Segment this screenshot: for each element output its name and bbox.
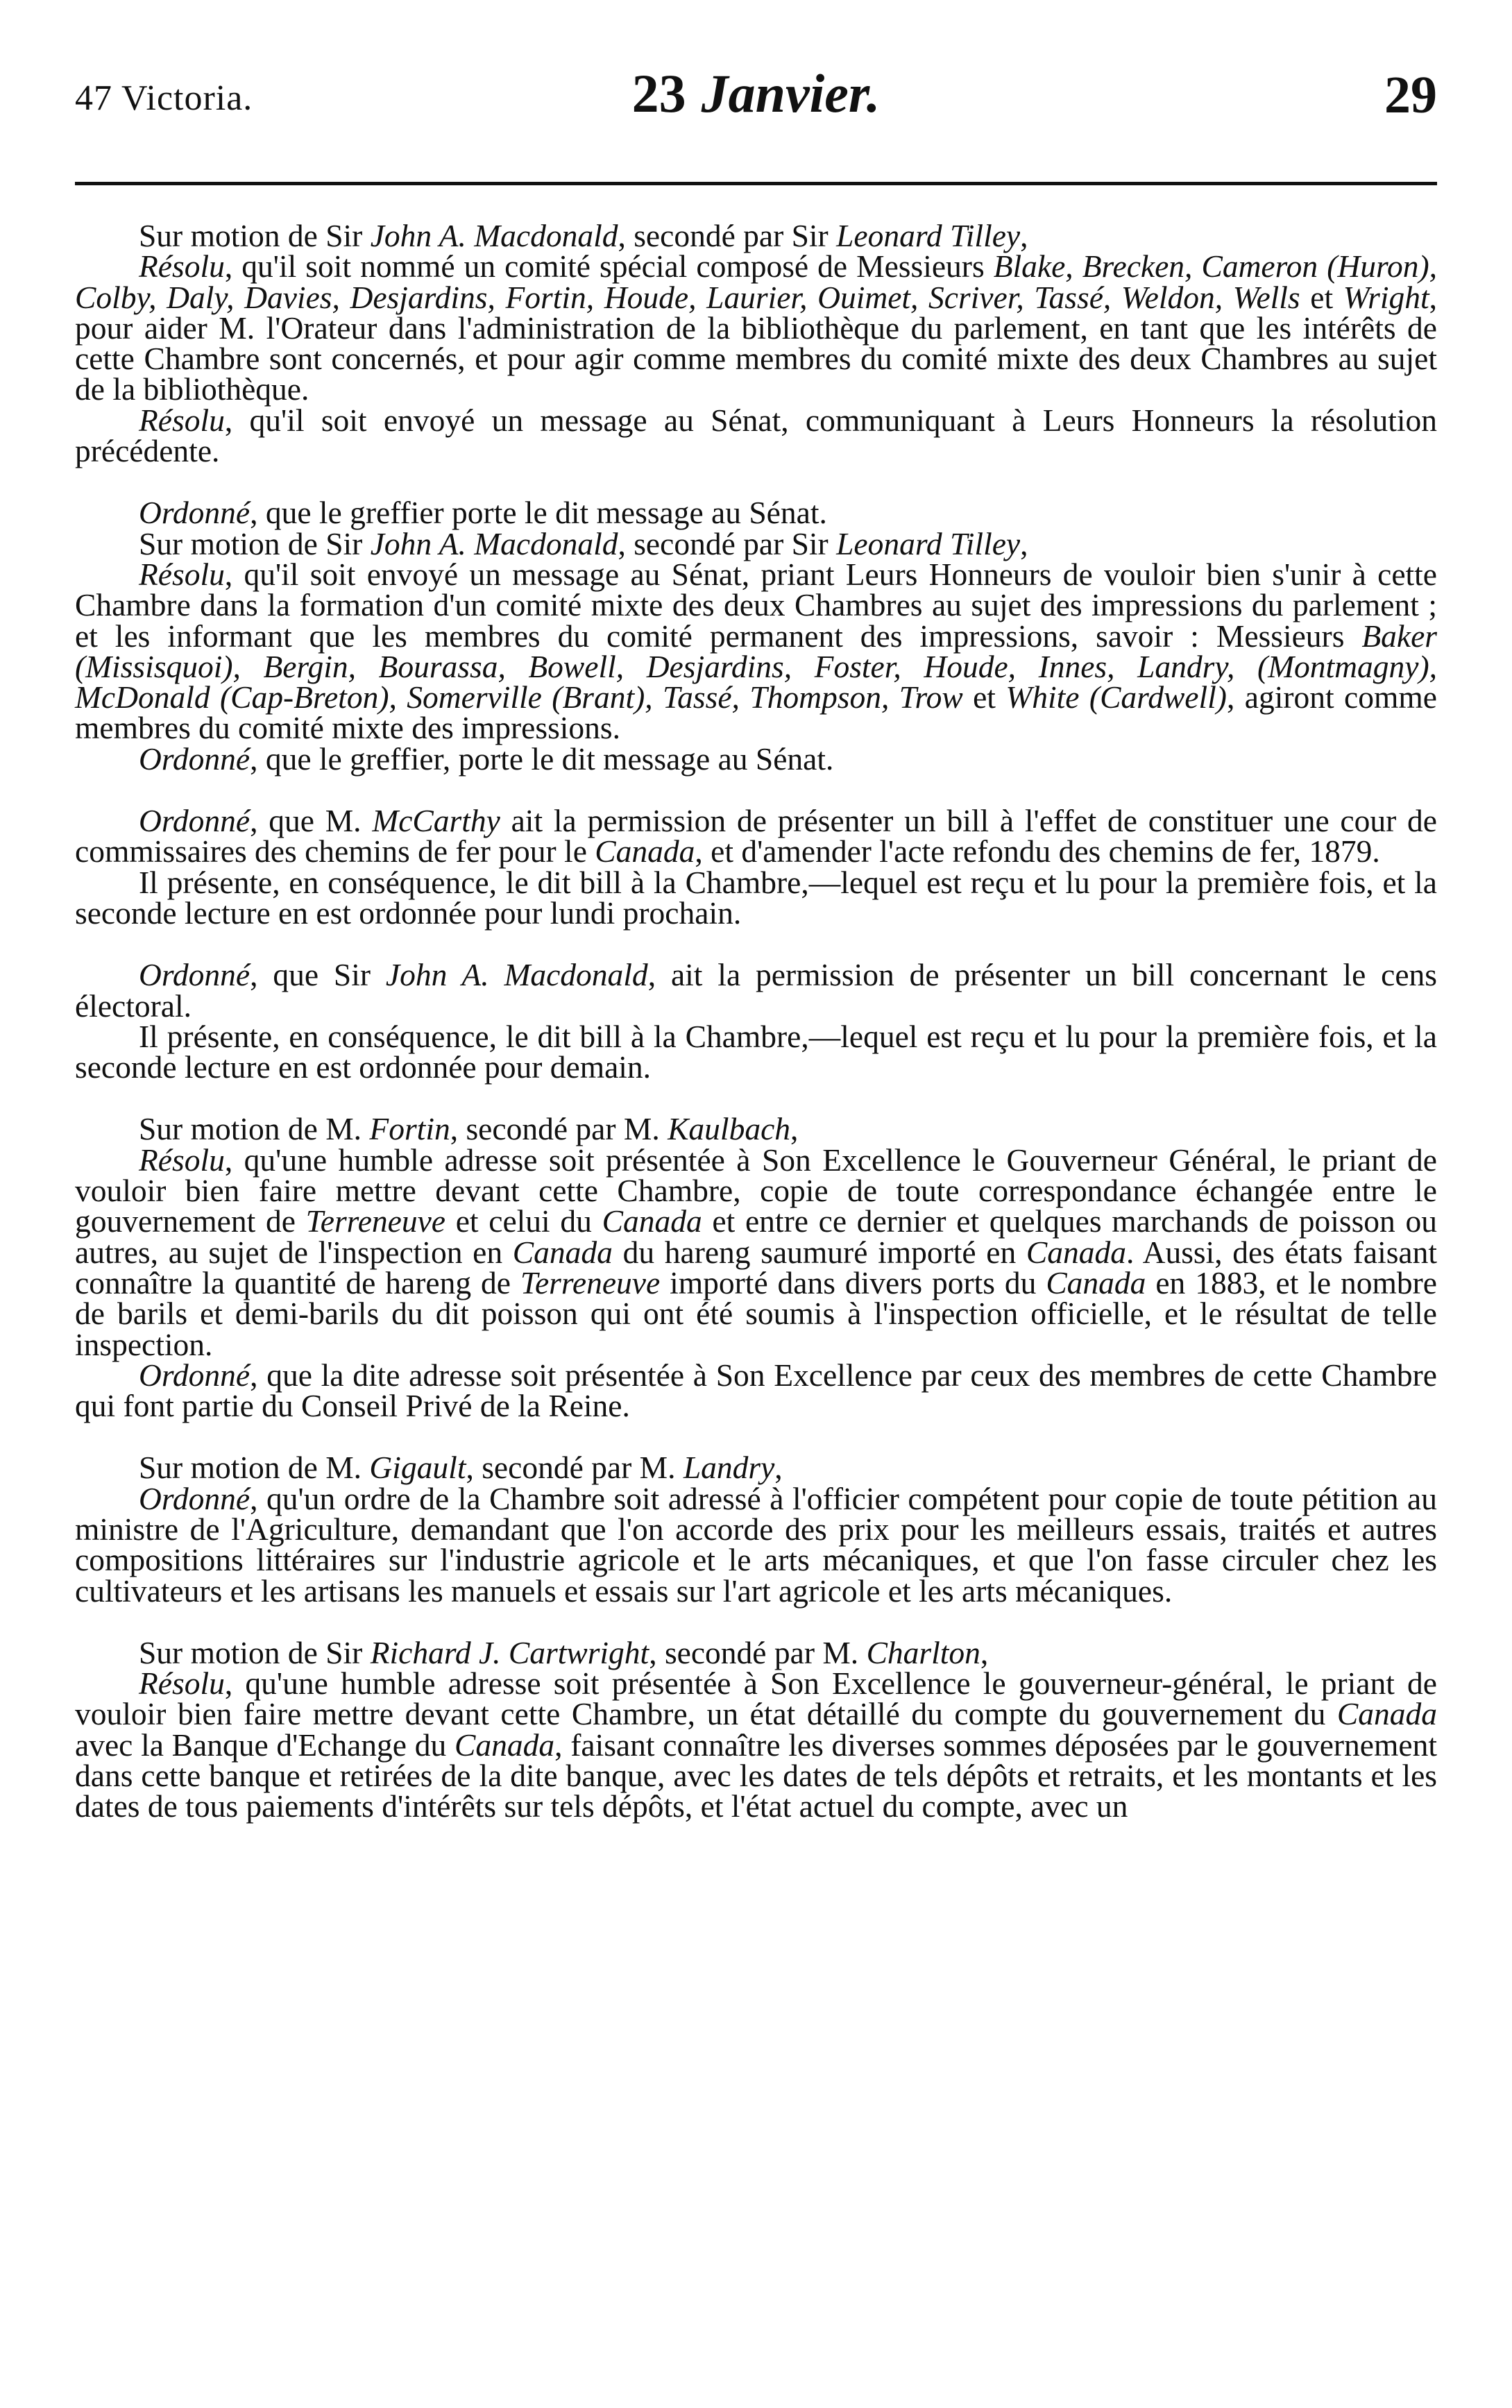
text-run: importé dans divers ports du [660,1264,1046,1300]
session-label: 47 Victoria. [75,78,253,118]
text-run: , secondé par Sir [618,218,837,253]
text-run: , que Sir [250,957,386,993]
text-run: , que le greffier porte le dit message au Sénat. [250,495,827,531]
italic-text: Canada [595,833,695,870]
italic-text: Baker (Missisquoi), Bergin, Bourassa, Bowell, Desjardins, Foster, Houde, Innes, Landry, (Montmagny), McDonald (Cap-Breton), Somerville (Brant), Tassé, Thompson, Trow [75,618,1437,715]
text-run: , qu'il soit envoyé un message au Sénat, communiquant à Leurs Honneurs la résolution précédente. [75,402,1437,469]
italic-text: Ordonné [139,740,250,777]
text-run: avec la Banque d'Echange du [75,1727,455,1763]
italic-text: Charlton [866,1634,980,1670]
italic-text: Blake, Brecken, Cameron (Huron), Colby, Daly, Davies, Desjardins, Fortin, Houde, Laurier, Ouimet, Scriver, Tassé, Weldon, Wells [75,248,1437,315]
paragraph [75,525,1437,561]
italic-text: McCarthy [372,803,500,839]
text-run: , qu'un ordre de la Chambre soit adressé à l'officier compétent pour copie de toute pétition au ministre de l'Agriculture, demandant que l'on accorde des prix pour les meilleurs essais, traités et autres compositions littéraires sur l'industrie agricole et le arts mécaniques, et que l'on fasse circuler chez les cultivateurs et les artisans les manuels et essais sur l'art agricole et les arts mécaniques. [75,1480,1437,1609]
italic-text: Ordonné [139,957,250,993]
text-run: Il présente, en conséquence, le dit bill à la Chambre,—lequel est reçu et lu pour la première fois, et la seconde lecture en est ordonnée pour demain. [75,1018,1437,1085]
paragraph [75,402,1437,469]
text-run: Il présente, en conséquence, le dit bill à la Chambre,—lequel est reçu et lu pour la première fois, et la seconde lecture en est ordonnée pour lundi prochain. [75,864,1437,931]
text-run: , et d'amender l'acte refondu des chemins de fer, 1879. [695,833,1380,870]
text-run: , [790,1111,799,1147]
text-run: , qu'une humble adresse soit présentée à Son Excellence le Gouverneur Général, le priant de vouloir bien faire mettre devant cette Chambre, copie de toute correspondance échangée entre le gouvernement de [75,1142,1437,1239]
journal-text [75,218,1438,1824]
italic-text: Résolu [139,1142,225,1178]
text-run: Sur motion de M. [139,1111,370,1147]
paragraph [75,1111,1437,1147]
italic-text: Résolu [139,248,225,285]
page-date [75,62,1437,125]
paragraph [75,495,1437,531]
italic-text: Canada [1046,1264,1146,1300]
text-run: , secondé par M. [450,1111,668,1147]
italic-text: Résolu [139,556,225,592]
text-run: , qu'il soit nommé un comité spécial composé de Messieurs [224,248,994,285]
text-run: Sur motion de M. [139,1450,370,1486]
text-run: et entre ce dernier et quelques marchands de poisson ou autres, au sujet de l'inspection en [75,1203,1438,1270]
italic-text: Leonard Tilley [836,218,1021,253]
italic-text: Canada [1026,1234,1127,1270]
italic-text: Canada [1336,1696,1437,1732]
text-run: , [1020,525,1028,561]
italic-text: Ordonné [139,1357,250,1393]
text-run: , que M. [250,803,373,839]
paragraph [75,1357,1437,1424]
italic-text: Gigault [369,1450,466,1486]
italic-text: Canada [602,1203,702,1239]
text-run: , faisant connaître les diverses sommes déposées par le gouvernement dans cette banque et retirées de la dite banque, avec les dates de tels dépôts et retraits, et les montants et les dates de tous paiements d'intérêts sur tels dépôts, et l'état actuel du compte, avec un [75,1727,1437,1824]
date-day: 23 [631,63,686,124]
text-run: , que la dite adresse soit présentée à Son Excellence par ceux des membres de cette Chambre qui font partie du Conseil Privé de la Reine. [75,1357,1437,1424]
text-run: . Aussi, des états faisant connaître la quantité de hareng de [75,1234,1437,1300]
text-run: et [1300,279,1343,315]
text-run: du hareng saumuré importé en [612,1234,1026,1270]
text-run: Sur motion de Sir [139,525,371,561]
italic-text: Ordonné [139,495,250,531]
italic-text: Ordonné [139,803,250,839]
paragraph [75,740,1437,777]
text-run: Sur motion de Sir [139,218,371,253]
paragraph [75,1480,1437,1609]
text-run: , que le greffier, porte le dit message au Sénat. [250,740,834,777]
date-month: Janvier. [701,63,881,124]
italic-text: John A. Macdonald [370,218,618,253]
italic-text: John A. Macdonald [385,957,648,993]
paragraph [75,864,1437,931]
italic-text: Leonard Tilley [836,525,1021,561]
italic-text: Wright [1343,279,1429,315]
italic-text: Fortin [369,1111,450,1147]
text-run: ait la permission de présenter un bill à l'effet de constituer une cour de commissaires des chemins de fer pour le [75,803,1437,870]
text-run: , [980,1634,989,1670]
text-run: , secondé par Sir [618,525,837,561]
italic-text: Résolu [139,402,225,438]
italic-text: Richard J. Cartwright [370,1634,649,1670]
paragraph [75,1018,1437,1085]
text-run: , secondé par M. [466,1450,683,1486]
paragraph [75,957,1437,1024]
header-rule [75,182,1437,185]
italic-text: Ordonné [139,1480,250,1516]
text-run: Sur motion de Sir [139,1634,371,1670]
text-run: , pour aider M. l'Orateur dans l'administration de la bibliothèque du parlement, en tant que les intérêts de cette Chambre sont concernés, et pour agir comme membres du comité mixte des deux Chambres au sujet de la bibliothèque. [75,279,1437,407]
italic-text: John A. Macdonald [370,525,618,561]
paragraph [75,556,1437,746]
text-run: , qu'il soit envoyé un message au Sénat, priant Leurs Honneurs de vouloir bien s'unir à cette Chambre dans la formation d'un comité mixte des deux Chambres au sujet des impressions du parlement ; et les informant que les membres du comité permanent des impressions, savoir : Messieurs [75,556,1437,654]
text-run: , qu'une humble adresse soit présentée à Son Excellence le gouverneur-général, le priant de vouloir bien faire mettre devant cette Chambre, un état détaillé du compte du gouvernement du [75,1665,1437,1732]
paragraph [75,248,1437,407]
text-run: et celui du [445,1203,602,1239]
text-run: en 1883, et le nombre de barils et demi-barils du dit poisson qui ont été soumis à l'inspection officielle, et le résultat de telle inspection. [75,1264,1438,1362]
italic-text: Landry [683,1450,775,1486]
page-header [75,62,1437,139]
paragraph [75,1142,1438,1362]
text-run: , secondé par M. [649,1634,867,1670]
text-run: , [1020,218,1028,253]
text-run: , agiront comme membres du comité mixte des impressions. [75,679,1437,746]
paragraph [75,1450,1437,1486]
paragraph [75,218,1437,253]
italic-text: Kaulbach [668,1111,791,1147]
paragraph [75,1665,1437,1824]
paragraph [75,803,1437,870]
text-run: , [774,1450,783,1486]
paragraph [75,1634,1437,1670]
text-run: et [962,679,1006,715]
text-run: , ait la permission de présenter un bill concernant le cens électoral. [75,957,1437,1024]
italic-text: Terreneuve [520,1264,661,1300]
italic-text: Terreneuve [305,1203,445,1239]
italic-text: White (Cardwell) [1005,679,1227,715]
italic-text: Résolu [139,1665,225,1702]
italic-text: Canada [454,1727,555,1763]
page-number: 29 [1384,66,1437,124]
italic-text: Canada [512,1234,613,1270]
